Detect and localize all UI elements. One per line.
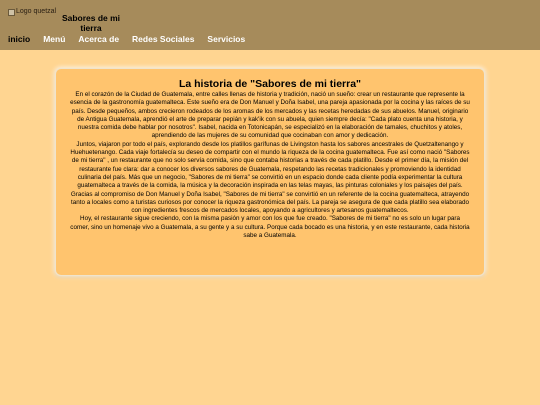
site-name: Sabores de mi tierra (61, 13, 121, 33)
nav-item-redes-sociales[interactable]: Redes Sociales (132, 34, 195, 44)
history-paragraph-3: Gracias al compromiso de Don Manuel y Doña Isabel, "Sabores de mi tierra" se convirtió en un referente de la cocina guatemalteca, atrayendo tanto a locales como a turistas curiosos por conocer la riqueza gastronómica del país. La pareja se asegura de que cada platillo sea elaborado con ingredientes frescos de mercados locales, apoyando a agricultores y artesanos guatemaltecos. (70, 190, 470, 215)
history-paragraph-1: En el corazón de la Ciudad de Guatemala, entre calles llenas de historia y tradición, nació un sueño: crear un restaurante que represente la esencia de la gastronomía guatemalteca. Este sueño era de Don Manuel y Doña Isabel, una pareja apasionada por la cocina y las raíces de su país. Desde pequeños, ambos crecieron rodeados de los aromas de los mercados y las recetas heredadas de sus abuelos. Manuel, originario de Antigua Guatemala, aprendió el arte de preparar pepián y kak'ik con su abuela, quien siempre decía: "Cada plato cuenta una historia, y nuestra comida debe hablar por nosotros". Isabel, nacida en Totonicapán, se especializó en la elaboración de tamales, chuchitos y atoles, aprendiendo de las mujeres de su comunidad que cocinaban con amor y dedicación. (70, 91, 470, 140)
nav-item-inicio[interactable]: inicio (8, 34, 31, 44)
site-header (0, 0, 540, 50)
nav-item-servicios[interactable]: Servicios (207, 34, 246, 44)
logo[interactable] (8, 8, 56, 16)
broken-image-icon (8, 9, 15, 16)
nav-item-menu[interactable]: Menú (43, 34, 66, 44)
main-nav (8, 34, 258, 44)
history-paragraph-2: Juntos, viajaron por todo el país, explorando desde los platillos garífunas de Livingston hasta los sabores ancestrales de Quetzaltenango y Huehuetenango. Cada viaje fortalecía su deseo de compartir con el mundo la riqueza de la cocina guatemalteca. Fue así como nació "Sabores de mi tierra" , un restaurante que no solo servía comida, sino que contaba historias a través de cada platillo. Desde el primer día, la misión del restaurante fue clara: dar a conocer los diversos sabores de Guatemala, respetando las recetas tradicionales y promoviendo la identidad culinaria del país. Más que un negocio, "Sabores de mi tierra" se convirtió en un espacio donde cada cliente podía experimentar la cultura guatemalteca a través de la comida, la música y la decoración inspirada en las telas mayas, las pinturas coloniales y los paisajes del país. (70, 140, 470, 190)
history-paragraph-4: Hoy, el restaurante sigue creciendo, con la misma pasión y amor con los que fue creado. "Sabores de mi tierra" no es solo un lugar para comer, sino un homenaje vivo a Guatemala, a su gente y a su cultura. Porque cada bocado es una historia, y en este restaurante, cada historia sabe a Guatemala. (70, 215, 470, 240)
history-card (55, 68, 485, 276)
logo-alt-text: Logo quetzal (16, 8, 57, 15)
logo-image[interactable] (8, 8, 56, 16)
history-title: La historia de "Sabores de mi tierra" (178, 78, 362, 90)
nav-item-acerca-de[interactable]: Acerca de (78, 34, 120, 44)
